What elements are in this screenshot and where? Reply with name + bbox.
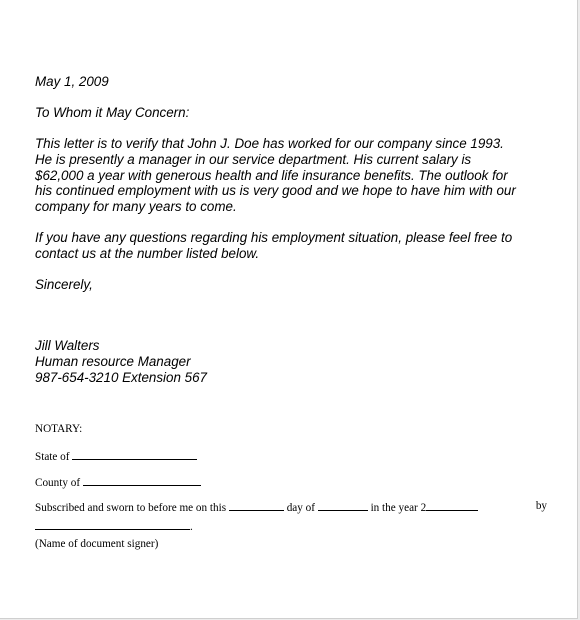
salutation: To Whom it May Concern: — [35, 105, 190, 121]
month-blank[interactable] — [318, 500, 368, 511]
notary-heading: NOTARY: — [35, 423, 83, 435]
paragraph-line: company for many years to come. — [35, 198, 237, 214]
day-of-label: day of — [286, 502, 315, 514]
closing: Sincerely, — [35, 276, 93, 292]
signer-phone: 987-654-3210 Extension 567 — [35, 369, 207, 385]
paragraph-line: contact us at the number listed below. — [35, 245, 260, 261]
paragraph-line: This letter is to verify that John J. Doe has worked for our company since 1993. — [35, 136, 504, 152]
signer-name-blank[interactable] — [35, 519, 190, 530]
paragraph-line: He is presently a manager in our service department. His current salary is — [35, 151, 472, 167]
signer-name: Jill Walters — [35, 338, 100, 354]
county-row — [35, 475, 201, 489]
letter-body — [35, 74, 560, 385]
letter-date: May 1, 2009 — [35, 74, 109, 89]
sworn-row — [35, 500, 547, 514]
signer-title: Human resource Manager — [35, 353, 191, 369]
paragraph-line: $62,000 a year with generous health and life insurance benefits. The outlook for — [35, 167, 508, 183]
paragraph-line: his continued employment with us is very good and we hope to have him with our — [35, 183, 516, 199]
state-row — [35, 449, 197, 463]
county-blank[interactable] — [83, 475, 201, 486]
signer-caption: (Name of document signer) — [35, 538, 159, 550]
by-label: by — [535, 500, 547, 512]
paragraph-verification — [35, 136, 560, 214]
paragraph-line: If you have any questions regarding his employment situation, please feel free to — [35, 229, 513, 245]
state-blank[interactable] — [72, 449, 197, 460]
county-label: County of — [35, 477, 81, 489]
sworn-label: Subscribed and sworn to before me on this — [35, 502, 227, 514]
signer-line-row: . — [35, 519, 193, 533]
state-label: State of — [35, 451, 70, 463]
year-blank[interactable] — [426, 500, 478, 511]
year-label: in the year 2 — [370, 502, 427, 514]
day-blank[interactable] — [229, 500, 284, 511]
paragraph-contact — [35, 230, 560, 261]
